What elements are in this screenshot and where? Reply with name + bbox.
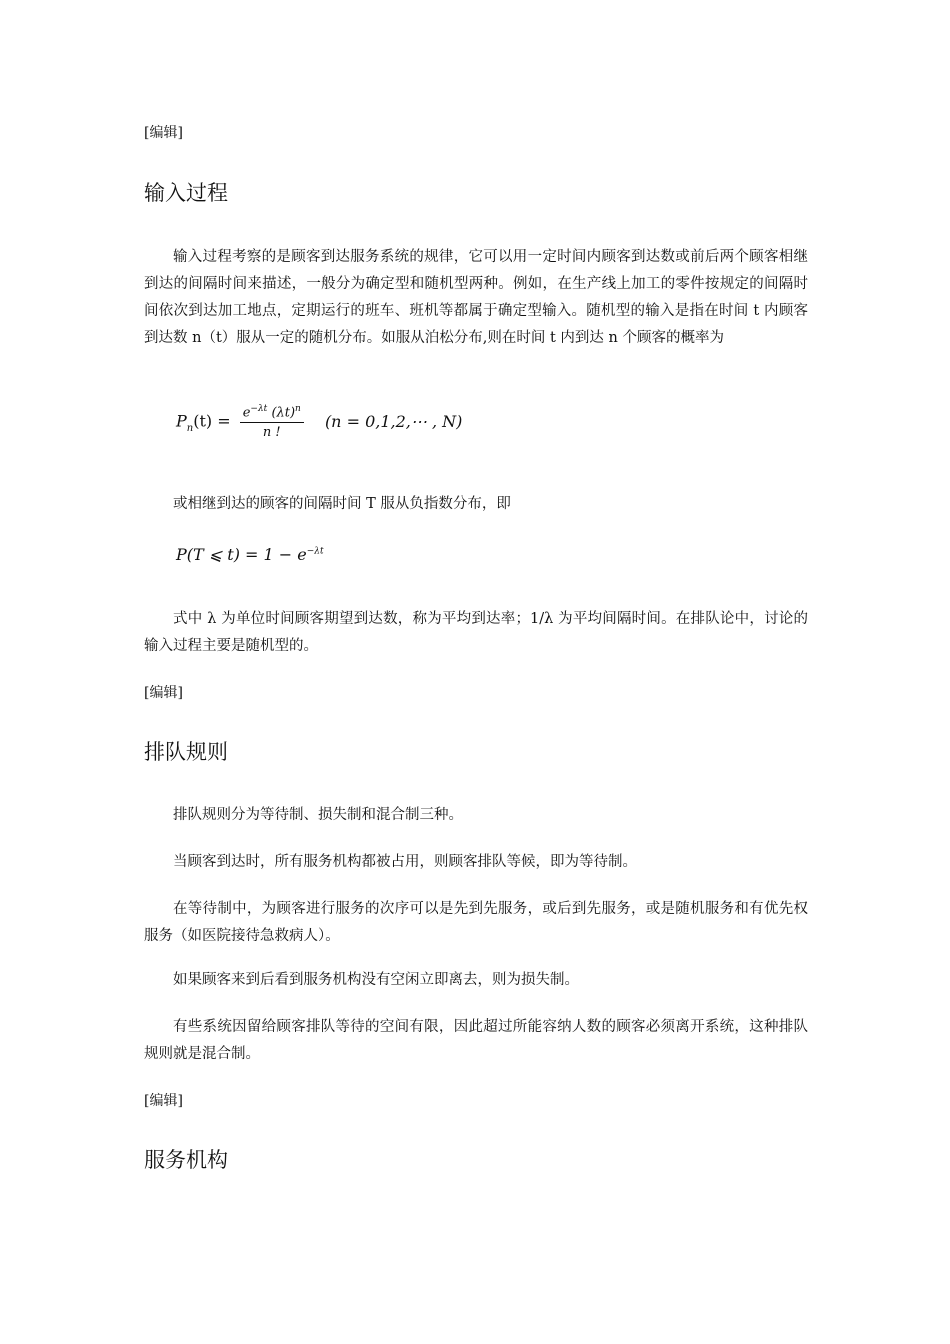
paragraph: 排队规则分为等待制、损失制和混合制三种。 xyxy=(173,807,463,823)
paragraph: 有些系统因留给顾客排队等待的空间有限，因此超过所能容纳人数的顾客必须离开系统，这种排队规则就是混合制。 xyxy=(144,1019,808,1062)
edit-link[interactable]: [编辑] xyxy=(144,125,183,141)
formula-condition: (n = 0,1,2,⋯ , N) xyxy=(324,411,463,431)
formula-denominator: n ! xyxy=(262,425,281,441)
formula-exponent: −λt xyxy=(306,546,324,557)
formula-lhs: P xyxy=(176,411,187,431)
formula-numerator: $e^{-\lambda t}$ $(\lambda t)^n$ xyxy=(240,404,304,423)
paragraph: 如果顾客来到后看到服务机构没有空闲立即离去，则为损失制。 xyxy=(173,972,579,988)
exponential-formula xyxy=(176,545,324,564)
paragraph: 或相继到达的顾客的间隔时间 T 服从负指数分布，即 xyxy=(173,496,511,512)
formula-fraction xyxy=(240,404,304,440)
edit-link[interactable]: [编辑] xyxy=(144,685,183,701)
section-title: 输入过程 xyxy=(144,181,228,205)
paragraph: 当顾客到达时，所有服务机构都被占用，则顾客排队等候，即为等待制。 xyxy=(173,854,637,870)
edit-link[interactable]: [编辑] xyxy=(144,1093,183,1109)
paragraph: 输入过程考察的是顾客到达服务系统的规律，它可以用一定时间内顾客到达数或前后两个顾客相继到达的间隔时间来描述，一般分为确定型和随机型两种。例如，在生产线上加工的零件按规定的间隔时间依次到达加工地点，定期运行的班车、班机等都属于确定型输入。随机型的输入是指在时间 t 内顾客到达数 n（t）服从一定的随机分布。如服从泊松分布,则在时间 t 内到达 n 个顾客的概率为 xyxy=(144,249,808,346)
section-title: 服务机构 xyxy=(144,1148,228,1172)
formula-lhs: P(T ⩽ t) = 1 − e xyxy=(176,545,307,564)
formula-lhs-arg: (t) = xyxy=(193,411,231,431)
paragraph: 式中 λ 为单位时间顾客期望到达数，称为平均到达率；1/λ 为平均间隔时间。在排队论中，讨论的输入过程主要是随机型的。 xyxy=(144,611,808,654)
paragraph: 在等待制中，为顾客进行服务的次序可以是先到先服务，或后到先服务，或是随机服务和有优先权服务（如医院接待急救病人）。 xyxy=(144,901,808,944)
section-title: 排队规则 xyxy=(144,740,228,764)
poisson-formula xyxy=(176,404,462,440)
formula-lhs-sub: n xyxy=(186,422,194,434)
